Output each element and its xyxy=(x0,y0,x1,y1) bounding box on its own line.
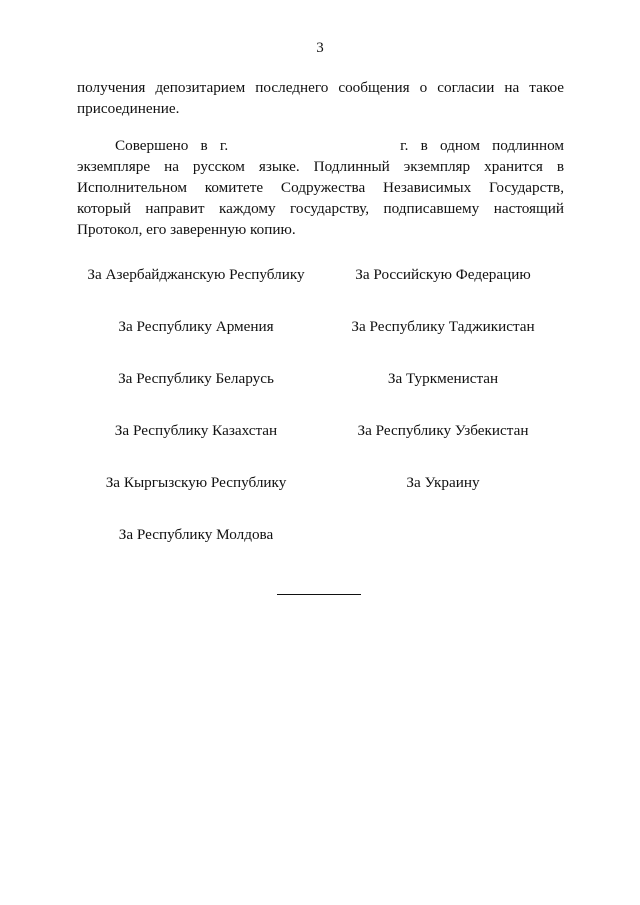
paragraph-done-at xyxy=(77,135,564,240)
signature-russia: За Российскую Федерацию xyxy=(355,266,531,283)
closing-rule xyxy=(277,594,361,595)
signature-kazakhstan: За Республику Казахстан xyxy=(114,422,278,439)
signature-turkmenistan: За Туркменистан xyxy=(387,370,499,387)
done-in-text: Совершено в г. xyxy=(115,137,229,154)
signature-azerbaijan: За Азербайджанскую Республику xyxy=(87,266,305,283)
signature-ukraine: За Украину xyxy=(406,474,480,491)
signature-kyrgyzstan: За Кыргызскую Республику xyxy=(105,474,287,491)
signature-uzbekistan: За Республику Узбекистан xyxy=(357,422,529,439)
signature-belarus: За Республику Беларусь xyxy=(118,370,274,387)
paragraph-continuation: получения депозитарием последнего сообщения о согласии на такое присоединение. xyxy=(77,79,564,117)
done-at-rest-text: г. в одном подлинном экземпляре на русском языке. Подлинный экземпляр хранится в Исполнительном комитете Содружества Независимых Государств, который направит каждому государству, подписавшему настоящий Протокол, его заверенную копию. xyxy=(77,137,565,238)
signature-armenia: За Республику Армения xyxy=(118,318,274,335)
signature-moldova: За Республику Молдова xyxy=(118,526,274,543)
signature-tajikistan: За Республику Таджикистан xyxy=(351,318,535,335)
page-number: 3 xyxy=(316,40,324,56)
